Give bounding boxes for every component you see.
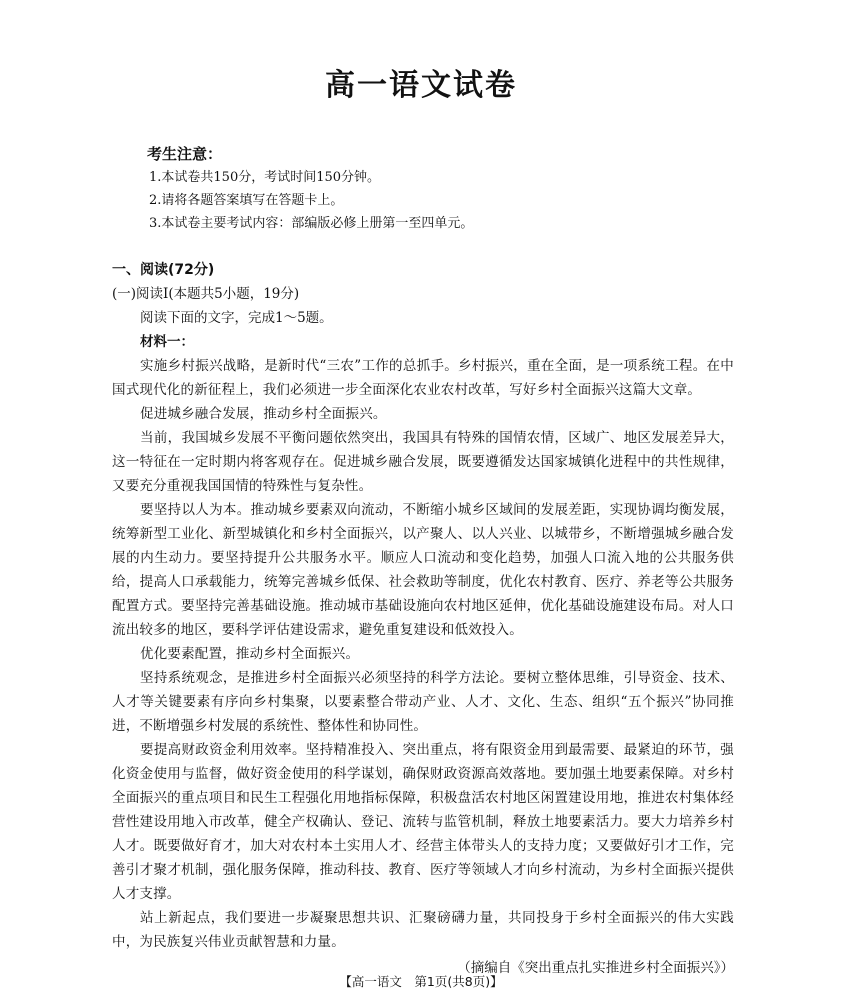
paragraph: 坚持系统观念，是推进乡村全面振兴必须坚持的科学方法论。要树立整体思维，引导资金、技术、人才等关键要素有序向乡村集聚，以要素整合带动产业、人才、文化、生态、组织“五个振兴”协同推进，不断增强乡村发展的系统性、整体性和协同性。 bbox=[112, 670, 734, 734]
paragraph: 实施乡村振兴战略，是新时代“三农”工作的总抓手。乡村振兴，重在全面，是一项系统工程。在中国式现代化的新征程上，我们必须进一步全面深化农业农村改革，写好乡村全面振兴这篇大文章。 bbox=[112, 358, 734, 398]
paragraph-heading: 促进城乡融合发展，推动乡村全面振兴。 bbox=[140, 406, 387, 422]
notice-heading: 考生注意： bbox=[147, 145, 223, 163]
section-heading: 一、阅读(72分) bbox=[112, 262, 215, 278]
paragraph-heading: 优化要素配置，推动乡村全面振兴。 bbox=[140, 646, 360, 662]
subsection-heading: (一)阅读Ⅰ(本题共5小题，19分) bbox=[112, 286, 300, 302]
notice-item: 2.请将各题答案填写在答题卡上。 bbox=[149, 193, 344, 208]
material-label: 材料一： bbox=[140, 334, 194, 350]
page-title: 高一语文试卷 bbox=[325, 68, 517, 103]
source-citation: （摘编自《突出重点扎实推进乡村全面振兴》） bbox=[457, 960, 734, 976]
reading-section bbox=[112, 258, 734, 980]
paragraph: 当前，我国城乡发展不平衡问题依然突出，我国具有特殊的国情农情，区域广、地区发展差异大，这一特征在一定时期内将客观存在。促进城乡融合发展，既要遵循发达国家城镇化进程中的共性规律，又要充分重视我国国情的特殊性与复杂性。 bbox=[112, 430, 734, 494]
notice-item: 1.本试卷共150分，考试时间150分钟。 bbox=[149, 170, 381, 185]
notice-item: 3.本试卷主要考试内容：部编版必修上册第一至四单元。 bbox=[149, 216, 474, 231]
candidate-notice bbox=[147, 142, 747, 235]
paragraph: 站上新起点，我们要进一步凝聚思想共识、汇聚磅礴力量，共同投身于乡村全面振兴的伟大实践中，为民族复兴伟业贡献智慧和力量。 bbox=[112, 910, 734, 950]
paragraph: 要提高财政资金利用效率。坚持精准投入、突出重点，将有限资金用到最需要、最紧迫的环节，强化资金使用与监督，做好资金使用的科学谋划，确保财政资源高效落地。要加强土地要素保障。对乡村全面振兴的重点项目和民生工程强化用地指标保障，积极盘活农村地区闲置建设用地，推进农村集体经营性建设用地入市改革，健全产权确认、登记、流转与监管机制，释放土地要素活力。要大力培养乡村人才。既要做好育才，加大对农村本土实用人才、经营主体带头人的支持力度；又要做好引才工作，完善引才聚才机制，强化服务保障，推动科技、教育、医疗等领域人才向乡村流动，为乡村全面振兴提供人才支撑。 bbox=[112, 742, 734, 902]
paragraph: 要坚持以人为本。推动城乡要素双向流动，不断缩小城乡区域间的发展差距，实现协调均衡发展，统筹新型工业化、新型城镇化和乡村全面振兴，以产聚人、以人兴业、以城带乡，不断增强城乡融合发展的内生动力。要坚持提升公共服务水平。顺应人口流动和变化趋势，加强人口流入地的公共服务供给，提高人口承载能力，统筹完善城乡低保、社会救助等制度，优化农村教育、医疗、养老等公共服务配置方式。要坚持完善基础设施。推动城市基础设施向农村地区延伸，优化基础设施建设布局。对人口流出较多的地区，要科学评估建设需求，避免重复建设和低效投入。 bbox=[112, 502, 734, 638]
page-footer: 【高一语文 第1页(共8页)】 bbox=[339, 974, 503, 989]
instruction: 阅读下面的文字，完成1～5题。 bbox=[140, 310, 333, 326]
